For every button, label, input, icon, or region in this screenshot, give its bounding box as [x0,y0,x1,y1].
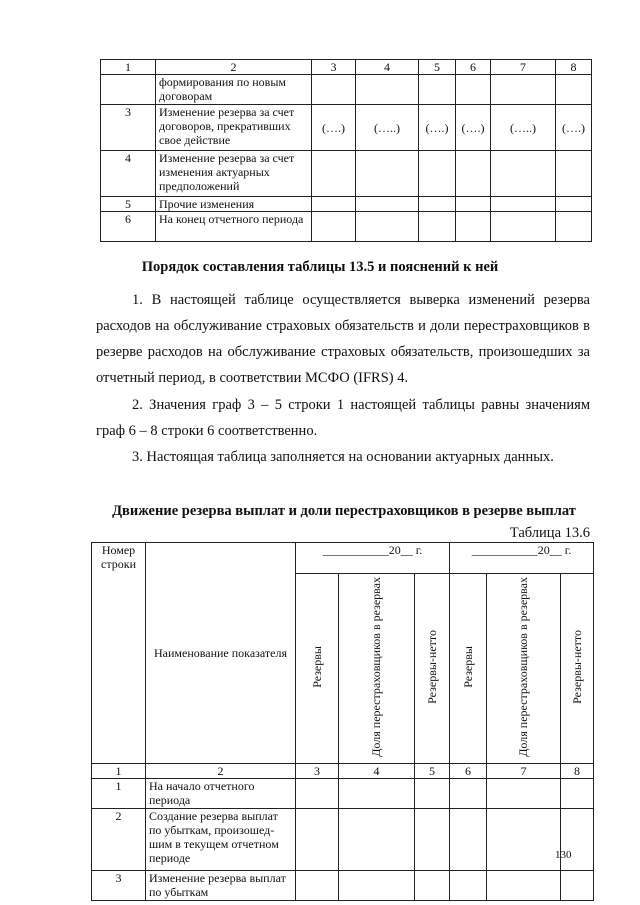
row-label: На конец отчетного периода [156,212,312,242]
col-number-6: 6 [450,763,487,778]
cell [312,75,356,105]
header-reinsurer-share-1: Доля перестраховщиков в резервах [339,574,415,764]
cell: (….) [419,105,456,151]
cell [296,778,339,808]
paragraph-3 [96,444,590,470]
cell [491,151,556,197]
header-net-reserves-1: Резервы-нетто [415,574,450,764]
cell [456,75,491,105]
row-number: 3 [92,870,146,900]
page-number: 130 [555,849,572,861]
table-row [101,75,592,105]
cell [556,75,592,105]
col-number-4: 4 [339,763,415,778]
cell [356,212,419,242]
cell [561,870,594,900]
cell [356,151,419,197]
header-row-number: Номер строки [92,543,146,764]
cell [312,151,356,197]
col-number-1: 1 [92,763,146,778]
row-number: 4 [101,151,156,197]
col-number-4: 4 [356,60,419,75]
table-row [101,197,592,212]
cell: (….) [556,105,592,151]
row-number: 2 [92,808,146,870]
cell: (…..) [356,105,419,151]
cell [487,870,561,900]
col-number-6: 6 [456,60,491,75]
row-label: На начало отчетного периода [146,778,296,808]
table-row [92,808,594,870]
cell [339,778,415,808]
col-number-8: 8 [556,60,592,75]
cell [419,151,456,197]
cell [491,212,556,242]
cell [450,870,487,900]
table-row [101,105,592,151]
paragraph-1-text: 1. В настоящей таблице осуществляется выверка изменений резерва расходов на обслуживание страховых обязательств и доли перестраховщиков в резерве расходов на обслуживание страховых обязательств, произошедших за отчетный период, в соответствии МСФО (IFRS) 4. [96,292,590,386]
cell [450,778,487,808]
cell [296,870,339,900]
cell [296,808,339,870]
cell [312,212,356,242]
cell [450,808,487,870]
cell: (….) [456,105,491,151]
row-number [101,75,156,105]
cell [491,197,556,212]
col-number-2: 2 [146,763,296,778]
cell: (…..) [491,105,556,151]
cell [456,151,491,197]
table-row [101,212,592,242]
cell [556,212,592,242]
cell [419,75,456,105]
row-number: 5 [101,197,156,212]
col-number-2: 2 [156,60,312,75]
header-reserves-2: Резервы [450,574,487,764]
header-net-reserves-2: Резервы-нетто [561,574,594,764]
row-label: Изменение резерва за счет договоров, прекративших свое действие [156,105,312,151]
row-label: Создание резерва выплат по убыткам, произошед-шим в текущем отчетном периоде [146,808,296,870]
header-period-row [92,543,594,574]
col-number-8: 8 [561,763,594,778]
cell [561,778,594,808]
table-row [92,870,594,900]
cell [456,197,491,212]
col-number-3: 3 [296,763,339,778]
section-title-13-6: Движение резерва выплат и доли перестраховщиков в резерве выплат [112,503,576,519]
row-number: 1 [92,778,146,808]
col-number-7: 7 [487,763,561,778]
cell [415,870,450,900]
col-number-5: 5 [415,763,450,778]
row-number: 6 [101,212,156,242]
table-row [92,778,594,808]
cell [339,870,415,900]
cell [487,808,561,870]
paragraph-2 [96,392,590,444]
cell [356,75,419,105]
cell [415,808,450,870]
column-numbers-row [92,763,594,778]
cell [356,197,419,212]
cell [419,197,456,212]
cell [487,778,561,808]
cell [491,75,556,105]
row-label: формирования по новым договорам [156,75,312,105]
reserve-changes-table-continued [100,59,592,242]
row-label: Изменение резерва выплат по убыткам [146,870,296,900]
cell [339,808,415,870]
cell [456,212,491,242]
header-reinsurer-share-2: Доля перестраховщиков в резервах [487,574,561,764]
cell [556,151,592,197]
col-number-3: 3 [312,60,356,75]
header-indicator-name: Наименование показателя [146,543,296,764]
paragraph-3-text: 3. Настоящая таблица заполняется на основании актуарных данных. [132,449,554,465]
table-header-row [101,60,592,75]
header-period-1: ___________20__ г. [296,543,450,574]
cell [415,778,450,808]
header-period-2: ___________20__ г. [450,543,594,574]
paragraph-2-text: 2. Значения граф 3 – 5 строки 1 настоящей таблицы равны значениям граф 6 – 8 строки 6 соответственно. [96,397,590,439]
header-reserves-1: Резервы [296,574,339,764]
col-number-1: 1 [101,60,156,75]
claims-reserve-movement-table [91,542,594,901]
cell [556,197,592,212]
col-number-5: 5 [419,60,456,75]
row-label: Прочие изменения [156,197,312,212]
row-label: Изменение резерва за счет изменения актуарных предположений [156,151,312,197]
paragraph-1 [96,287,590,391]
cell [419,212,456,242]
cell: (….) [312,105,356,151]
col-number-7: 7 [491,60,556,75]
cell [312,197,356,212]
section-title-13-5: Порядок составления таблицы 13.5 и пояснений к ней [141,259,499,275]
row-number: 3 [101,105,156,151]
table-label: Таблица 13.6 [509,525,590,541]
table-row [101,151,592,197]
